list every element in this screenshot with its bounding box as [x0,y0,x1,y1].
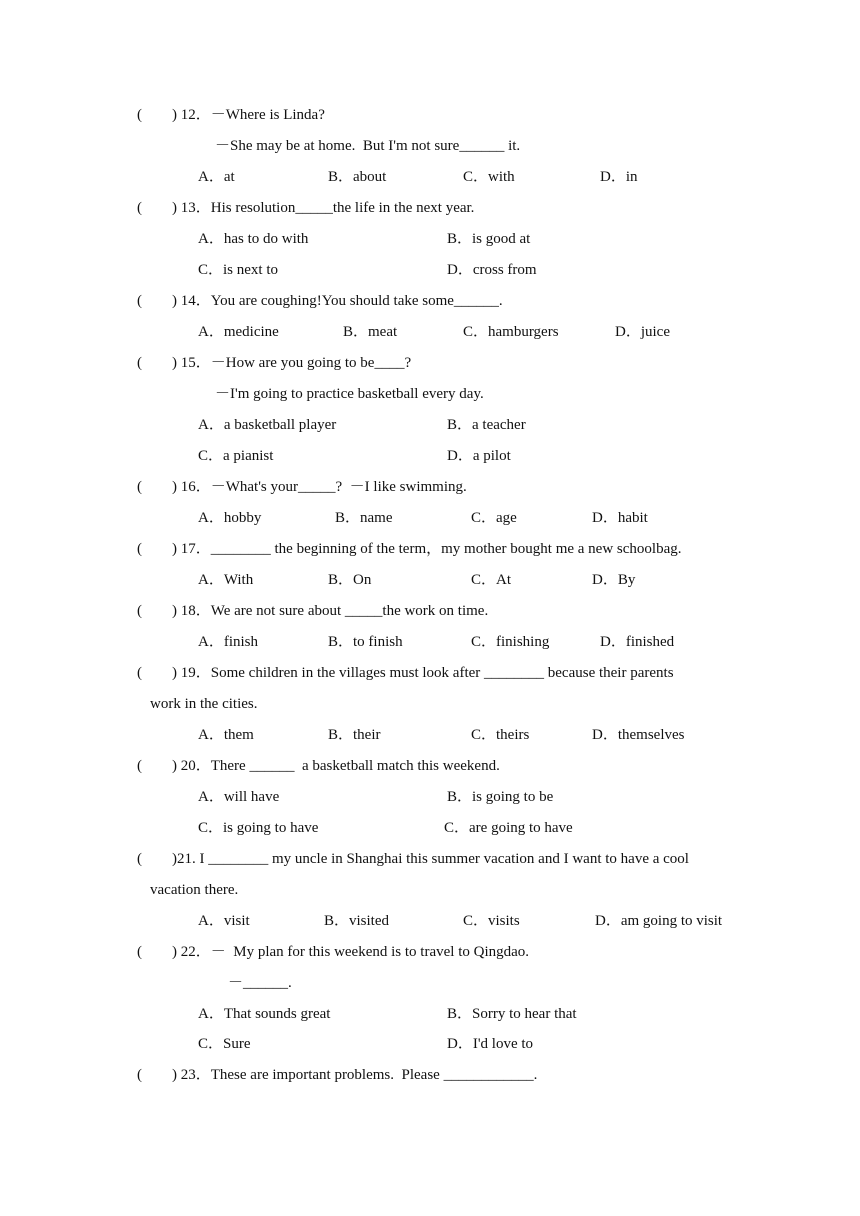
question-22-dialogue: －______. [228,975,292,991]
question-21-stem: ( )21. I ________ my uncle in Shanghai this summer vacation and I want to have a cool [137,851,689,867]
question-19-stem-continued: work in the cities. [150,696,258,712]
question-13-option-b: B．is good at [447,231,531,247]
question-12-option-a: A．at [198,169,235,185]
question-21-option-a: A．visit [198,913,250,929]
question-21-option-d: D．am going to visit [595,913,723,929]
question-18-option-b: B．to finish [328,634,403,650]
question-20-stem: ( ) 20．There ______ a basketball match this weekend. [137,758,500,774]
question-20-option-d: C．are going to have [444,820,573,836]
question-16-stem: ( ) 16．－What's your_____? －I like swimming. [137,479,467,495]
question-15-option-c: C．a pianist [198,448,274,464]
question-21-stem-continued: vacation there. [150,882,239,898]
question-22-option-d: D．I'd love to [447,1036,534,1052]
question-22-option-b: B．Sorry to hear that [447,1006,577,1022]
question-18-option-a: A．finish [198,634,259,650]
question-16-option-c: C．age [471,510,517,526]
question-20-option-a: A．will have [198,789,280,805]
question-18-stem: ( ) 18．We are not sure about _____the work on time. [137,603,489,619]
question-13-stem: ( ) 13．His resolution_____the life in the next year. [137,200,475,216]
question-12-dialogue: －She may be at home. But I'm not sure______ it. [215,138,521,154]
question-19-option-d: D．themselves [592,727,685,743]
question-16-option-d: D．habit [592,510,648,526]
question-12-option-b: B．about [328,169,387,185]
question-17-stem: ( ) 17．________ the beginning of the term，my mother bought me a new schoolbag. [137,541,682,557]
question-17-option-a: A．With [198,572,254,588]
question-17-option-d: D．By [592,572,636,588]
question-14-option-c: C．hamburgers [463,324,559,340]
question-19-option-a: A．them [198,727,254,743]
question-18-option-c: C．finishing [471,634,550,650]
question-19-option-b: B．their [328,727,381,743]
question-12-stem: ( ) 12．－Where is Linda? [137,107,325,123]
question-15-option-d: D．a pilot [447,448,511,464]
question-14-option-d: D．juice [615,324,670,340]
question-15-option-a: A．a basketball player [198,417,337,433]
question-20-option-c: C．is going to have [198,820,319,836]
question-12-option-c: C．with [463,169,515,185]
question-19-stem: ( ) 19．Some children in the villages must look after ________ because their parents [137,665,674,681]
question-22-option-a: A．That sounds great [198,1006,331,1022]
question-23-stem: ( ) 23．These are important problems. Please ____________. [137,1067,538,1083]
question-17-option-c: C．At [471,572,512,588]
question-15-dialogue: －I'm going to practice basketball every day. [215,386,484,402]
question-18-option-d: D．finished [600,634,675,650]
question-22-option-c: C．Sure [198,1036,251,1052]
question-14-option-b: B．meat [343,324,398,340]
question-12-option-d: D．in [600,169,638,185]
question-14-option-a: A．medicine [198,324,279,340]
question-15-option-b: B．a teacher [447,417,526,433]
question-20-option-b: B．is going to be [447,789,554,805]
question-14-stem: ( ) 14．You are coughing!You should take some______. [137,293,503,309]
question-13-option-d: D．cross from [447,262,537,278]
question-21-option-c: C．visits [463,913,520,929]
question-15-stem: ( ) 15．－How are you going to be____? [137,355,412,371]
question-19-option-c: C．theirs [471,727,530,743]
question-21-option-b: B．visited [324,913,390,929]
question-16-option-a: A．hobby [198,510,262,526]
question-22-stem: ( ) 22．－ My plan for this weekend is to travel to Qingdao. [137,944,530,960]
question-13-option-c: C．is next to [198,262,279,278]
question-16-option-b: B．name [335,510,393,526]
question-17-option-b: B．On [328,572,372,588]
question-13-option-a: A．has to do with [198,231,309,247]
